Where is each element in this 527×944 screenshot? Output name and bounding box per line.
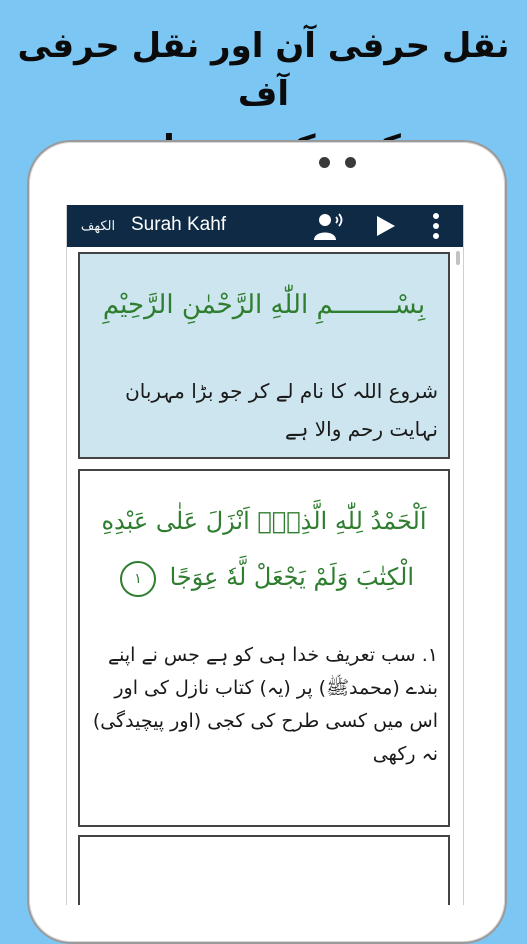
ayah-number-badge: ١ xyxy=(120,561,156,597)
app-bar xyxy=(67,205,463,247)
play-icon xyxy=(375,214,397,238)
app-screen xyxy=(66,205,464,905)
ayah-card[interactable] xyxy=(78,469,450,827)
ayah-arabic xyxy=(88,493,440,605)
ayah-translation: ١. سب تعریف خدا ہی کو ہے جس نے اپنے بندے (محمدﷺ) پر (یہ) کتاب نازل کی اور اس میں کسی طرح کی کجی (اور پیچیدگی) نہ رکھی xyxy=(92,644,438,765)
page-title: Surah Kahf xyxy=(131,214,227,235)
overflow-menu-button[interactable] xyxy=(425,205,447,247)
next-ayah-card[interactable] xyxy=(78,835,450,905)
bismillah-arabic: بِسْــــــــمِ اللّٰهِ الرَّحْمٰنِ الرَّحِيْمِ xyxy=(102,290,426,320)
play-button[interactable] xyxy=(371,205,401,247)
sensor-dot xyxy=(345,157,356,168)
scrollbar-thumb[interactable] xyxy=(456,251,460,265)
reciter-audio-button[interactable] xyxy=(311,205,347,247)
app-logo: الكهف xyxy=(80,218,116,234)
more-vertical-icon xyxy=(432,212,440,240)
promo-line-1: نقل حرفی آن اور نقل حرفی آف xyxy=(17,26,510,114)
camera-dot xyxy=(319,157,330,168)
ayah-arabic-text: اَلْحَمْدُ لِلّٰهِ الَّذِىْۤ اَنْزَلَ عَلٰى عَبْدِهِ الْكِتٰبَ وَلَمْ يَجْعَلْ لَّهٗ عِوَجًا xyxy=(101,507,427,591)
reciter-icon xyxy=(312,210,346,242)
bismillah-translation: شروع اللہ کا نام لے کر جو بڑا مہربان نہایت رحم والا ہے xyxy=(125,379,438,441)
bismillah-card xyxy=(78,252,450,459)
